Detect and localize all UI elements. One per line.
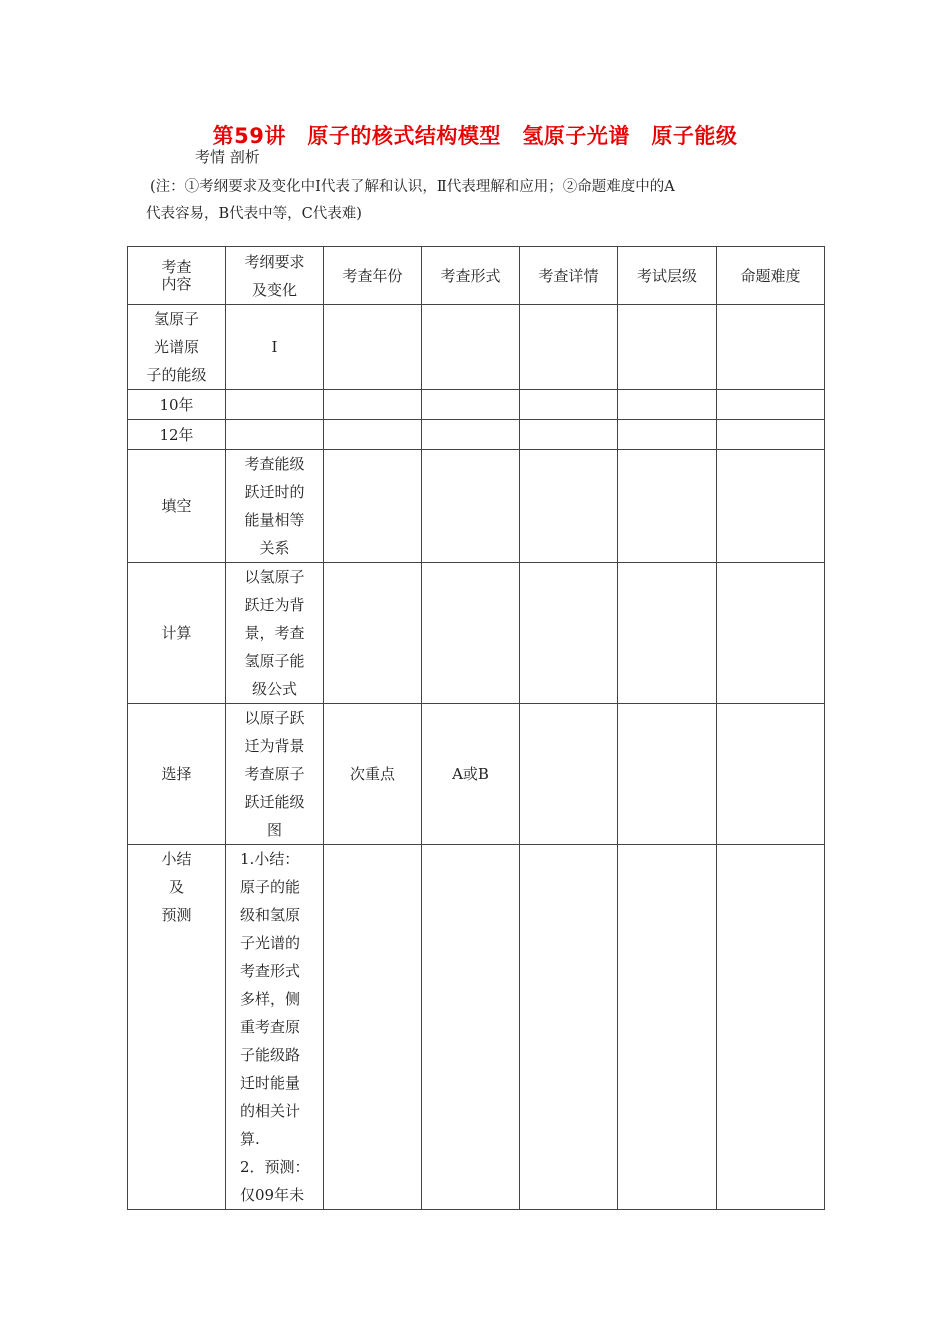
table-row <box>128 305 825 390</box>
table-row <box>128 845 825 1210</box>
section-subheading: 考情 剖析 <box>195 148 260 166</box>
table-header-row <box>128 247 825 305</box>
table-cell: 以氢原子 跃迁为背 景，考查 氢原子能 级公式 <box>226 563 324 704</box>
table-cell: Ⅰ <box>226 305 324 390</box>
table-cell: 计算 <box>128 563 226 704</box>
page-title: 第59讲 原子的核式结构模型 氢原子光谱 原子能级 <box>212 124 738 148</box>
table-cell: 12年 <box>128 420 226 450</box>
legend-note <box>146 174 820 228</box>
note-line-1: (注：①考纲要求及变化中Ⅰ代表了解和认识，Ⅱ代表理解和应用；②命题难度中的A <box>150 179 675 195</box>
header-cell: 命题难度 <box>717 247 825 305</box>
table-row <box>128 450 825 563</box>
table-cell: 填空 <box>128 450 226 563</box>
note-line-2: 代表容易，B代表中等，C代表难) <box>146 206 362 222</box>
header-cell: 考查详情 <box>520 247 618 305</box>
table-cell: 1.小结： 原子的能 级和氢原 子光谱的 考查形式 多样，侧 重考查原 子能级路 迁时能量 的相关计 算. 2．预测： 仅09年未 <box>226 845 324 1210</box>
table-row <box>128 390 825 420</box>
header-cell: 考查 内容 <box>128 247 226 305</box>
exam-analysis-table <box>127 246 825 1210</box>
table-row <box>128 563 825 704</box>
table-row <box>128 420 825 450</box>
table-cell: 选择 <box>128 704 226 845</box>
table-cell: 小结 及 预测 <box>128 845 226 1210</box>
header-cell: 考查形式 <box>422 247 520 305</box>
header-cell: 考查年份 <box>324 247 422 305</box>
table-cell: 考查能级 跃迁时的 能量相等 关系 <box>226 450 324 563</box>
table-cell: 以原子跃 迁为背景 考查原子 跃迁能级 图 <box>226 704 324 845</box>
table-cell: 次重点 <box>324 704 422 845</box>
table-cell: 氢原子 光谱原 子的能级 <box>128 305 226 390</box>
header-cell: 考试层级 <box>618 247 717 305</box>
header-cell: 考纲要求 及变化 <box>226 247 324 305</box>
table-cell: 10年 <box>128 390 226 420</box>
table-row <box>128 704 825 845</box>
table-cell: A或B <box>422 704 520 845</box>
